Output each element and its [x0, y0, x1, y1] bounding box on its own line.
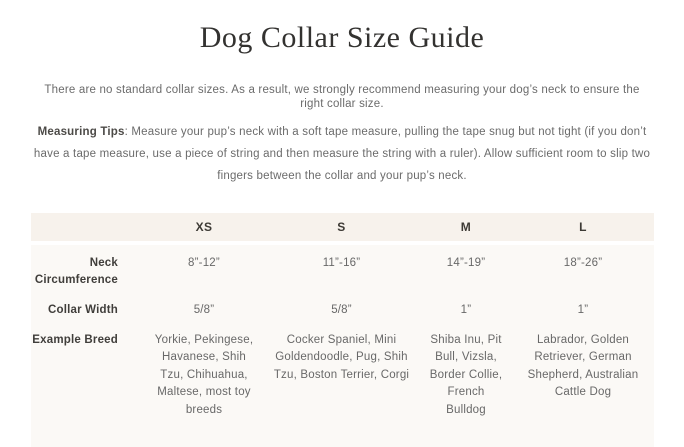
- cell-width-xs: 5/8”: [193, 304, 215, 316]
- size-table-body: [31, 245, 654, 447]
- table-row-example-breed: [31, 332, 654, 420]
- row-label: Neck Circumference: [34, 257, 118, 286]
- cell-breed-l: Labrador, Golden Retriever, German Shepherd, Australian Cattle Dog: [527, 333, 639, 398]
- header-cell-xs: XS: [195, 220, 213, 234]
- cell-neck-xs: 8”-12”: [188, 257, 220, 269]
- page-title: Dog Collar Size Guide: [199, 21, 485, 54]
- header-cell-l: L: [579, 220, 587, 234]
- cell-neck-m: 14”-19”: [446, 257, 486, 269]
- header-cell-m: M: [460, 220, 472, 234]
- cell-neck-s: 11”-16”: [322, 257, 361, 269]
- cell-breed-xs: Yorkie, Pekingese, Havanese, Shih Tzu, Chihuahua, Maltese, most toy breeds: [154, 333, 254, 416]
- measuring-tips-label: Measuring Tips: [37, 126, 125, 138]
- cell-width-m: 1”: [460, 304, 472, 316]
- table-row-collar-width: [31, 302, 654, 320]
- cell-width-l: 1”: [577, 304, 589, 316]
- intro-text: There are no standard collar sizes. As a result, we strongly recommend measuring your dog’s neck to ensure the right collar size.: [44, 84, 640, 110]
- cell-breed-m: Shiba Inu, Pit Bull, Vizsla, Border Collie, French Bulldog: [429, 333, 503, 416]
- table-row-neck-circumference: [31, 255, 654, 289]
- measuring-tips: [26, 121, 658, 187]
- size-table-header-row: [31, 213, 654, 241]
- size-table: [31, 213, 654, 447]
- cell-neck-l: 18”-26”: [563, 257, 603, 269]
- row-label: Collar Width: [47, 304, 118, 316]
- cell-width-s: 5/8”: [331, 304, 352, 316]
- row-label: Example Breed: [32, 333, 118, 346]
- measuring-tips-text: : Measure your pup’s neck with a soft tape measure, pulling the tape snug but not tight (if you don’t have a tape measure, use a piece of string and then measure the string with a ruler). Allow sufficient room to slip two fingers between the collar and your pup’s neck.: [33, 126, 651, 182]
- cell-breed-s: Cocker Spaniel, Mini Goldendoodle, Pug, Shih Tzu, Boston Terrier, Corgi: [273, 333, 410, 381]
- header-cell-s: S: [337, 220, 346, 234]
